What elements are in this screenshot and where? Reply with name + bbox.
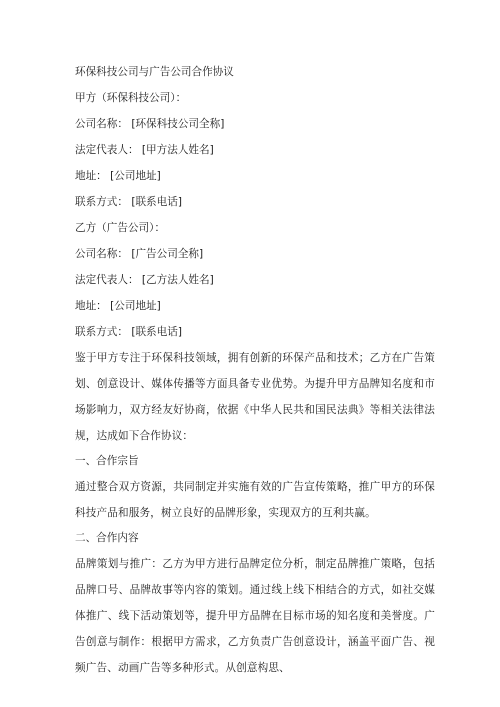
document-body xyxy=(75,64,435,685)
section-1-heading: 一、合作宗旨 xyxy=(75,455,139,467)
party-a-company-name: 公司名称： [环保科技公司全称] xyxy=(75,118,225,130)
party-a-legal-representative: 法定代表人： [甲方法人姓名] xyxy=(75,144,214,156)
party-b-heading: 乙方（广告公司）： xyxy=(75,222,166,234)
party-b-contact: 联系方式： [联系电话] xyxy=(75,326,182,338)
party-b-company-name: 公司名称： [广告公司全称] xyxy=(75,248,204,260)
document-title: 环保科技公司与广告公司合作协议 xyxy=(75,66,234,78)
party-b-legal-representative: 法定代表人： [乙方法人姓名] xyxy=(75,274,214,286)
party-a-address: 地址： [公司地址] xyxy=(75,170,161,182)
party-b-address: 地址： [公司地址] xyxy=(75,300,161,312)
preamble-paragraph: 鉴于甲方专注于环保科技领域，拥有创新的环保产品和技术；乙方在广告策划、创意设计、媒体传播等方面具备专业优势。为提升甲方品牌知名度和市场影响力，双方经友好协商，依据《中华人民共和国民法典》等相关法律法规，达成如下合作协议： xyxy=(75,352,435,442)
party-a-heading: 甲方（环保科技公司）： xyxy=(75,92,187,104)
section-2-body: 品牌策划与推广：乙方为甲方进行品牌定位分析，制定品牌推广策略，包括品牌口号、品牌故事等内容的策划。通过线上线下相结合的方式，如社交媒体推广、线下活动策划等，提升甲方品牌在目标市场的知名度和美誉度。广告创意与制作：根据甲方需求，乙方负责广告创意设计，涵盖平面广告、视频广告、动画广告等多种形式。从创意构思、 xyxy=(75,558,435,674)
section-1-body: 通过整合双方资源，共同制定并实施有效的广告宣传策略，推广甲方的环保科技产品和服务，树立良好的品牌形象，实现双方的互利共赢。 xyxy=(75,481,435,519)
party-a-contact: 联系方式： [联系电话] xyxy=(75,196,182,208)
section-2-heading: 二、合作内容 xyxy=(75,532,139,544)
